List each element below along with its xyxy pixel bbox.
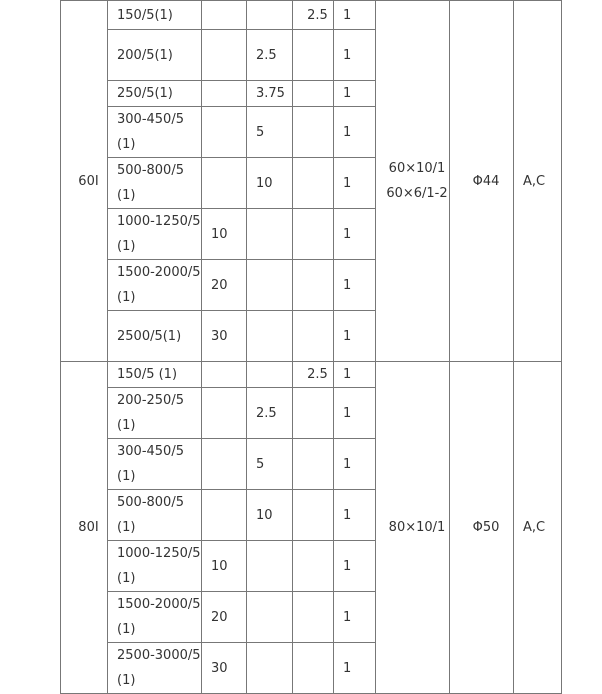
model-cell: 80I [61, 362, 108, 694]
ratio-cell: 150/5 (1) [108, 362, 202, 388]
spec-cell: A,C [514, 1, 562, 362]
capacity-cell [202, 30, 247, 81]
turns-cell: 1 [334, 81, 376, 107]
turns-cell: 1 [334, 30, 376, 81]
ratio-cell: 300-450/5(1) [108, 439, 202, 490]
capacity-cell [293, 311, 334, 362]
capacity-cell: 10 [202, 209, 247, 260]
capacity-cell [293, 541, 334, 592]
turns-cell: 1 [334, 388, 376, 439]
capacity-cell: 30 [202, 311, 247, 362]
capacity-cell: 2.5 [293, 1, 334, 30]
model-cell: 60I [61, 1, 108, 362]
turns-cell: 1 [334, 643, 376, 694]
capacity-cell: 20 [202, 592, 247, 643]
turns-cell: 1 [334, 107, 376, 158]
capacity-cell [293, 439, 334, 490]
busbar-line: 60×10/1 [388, 161, 446, 176]
capacity-cell: 10 [202, 541, 247, 592]
capacity-cell [293, 209, 334, 260]
capacity-cell [202, 81, 247, 107]
turns-cell: 1 [334, 1, 376, 30]
ratio-cell: 1000-1250/5(1) [108, 541, 202, 592]
busbar-line: 60×6/1-2 [386, 186, 448, 201]
ratio-cell: 200/5(1) [108, 30, 202, 81]
capacity-cell: 2.5 [247, 30, 293, 81]
ratio-cell: 250/5(1) [108, 81, 202, 107]
capacity-cell: 30 [202, 643, 247, 694]
capacity-cell: 10 [247, 490, 293, 541]
capacity-cell [247, 592, 293, 643]
busbar-cell [376, 1, 450, 362]
capacity-cell [247, 1, 293, 30]
capacity-cell [293, 490, 334, 541]
ratio-cell: 1000-1250/5(1) [108, 209, 202, 260]
capacity-cell: 5 [247, 107, 293, 158]
capacity-cell [202, 388, 247, 439]
table-row [61, 1, 562, 30]
capacity-cell [293, 30, 334, 81]
ratio-cell: 200-250/5(1) [108, 388, 202, 439]
capacity-cell [293, 107, 334, 158]
capacity-cell [202, 107, 247, 158]
capacity-cell: 2.5 [293, 362, 334, 388]
turns-cell: 1 [334, 260, 376, 311]
turns-cell: 1 [334, 209, 376, 260]
turns-cell: 1 [334, 311, 376, 362]
capacity-cell: 5 [247, 439, 293, 490]
capacity-cell [293, 388, 334, 439]
hole-diameter-cell: Φ44 [450, 1, 514, 362]
table-row [61, 362, 562, 388]
turns-cell: 1 [334, 541, 376, 592]
ratio-cell: 1500-2000/5(1) [108, 260, 202, 311]
ratio-cell: 500-800/5(1) [108, 490, 202, 541]
spec-cell: A,C [514, 362, 562, 694]
turns-cell: 1 [334, 592, 376, 643]
capacity-cell [247, 209, 293, 260]
turns-cell: 1 [334, 439, 376, 490]
turns-cell: 1 [334, 158, 376, 209]
capacity-cell [202, 158, 247, 209]
ratio-cell: 150/5(1) [108, 1, 202, 30]
capacity-cell [202, 490, 247, 541]
capacity-cell [293, 592, 334, 643]
busbar-line: 80×10/1 [388, 520, 446, 535]
turns-cell: 1 [334, 362, 376, 388]
capacity-cell [247, 260, 293, 311]
capacity-cell: 10 [247, 158, 293, 209]
capacity-cell [202, 362, 247, 388]
capacity-cell [247, 541, 293, 592]
ratio-cell: 500-800/5(1) [108, 158, 202, 209]
capacity-cell [293, 260, 334, 311]
ratio-cell: 2500-3000/5(1) [108, 643, 202, 694]
capacity-cell [247, 311, 293, 362]
capacity-cell [247, 362, 293, 388]
capacity-cell [202, 439, 247, 490]
capacity-cell [293, 81, 334, 107]
capacity-cell [293, 643, 334, 694]
ratio-cell: 300-450/5(1) [108, 107, 202, 158]
hole-diameter-cell: Φ50 [450, 362, 514, 694]
capacity-cell: 3.75 [247, 81, 293, 107]
transformer-spec-table [60, 0, 562, 694]
capacity-cell [247, 643, 293, 694]
ratio-cell: 1500-2000/5(1) [108, 592, 202, 643]
busbar-cell [376, 362, 450, 694]
ratio-cell: 2500/5(1) [108, 311, 202, 362]
capacity-cell: 2.5 [247, 388, 293, 439]
turns-cell: 1 [334, 490, 376, 541]
capacity-cell [202, 1, 247, 30]
capacity-cell [293, 158, 334, 209]
capacity-cell: 20 [202, 260, 247, 311]
